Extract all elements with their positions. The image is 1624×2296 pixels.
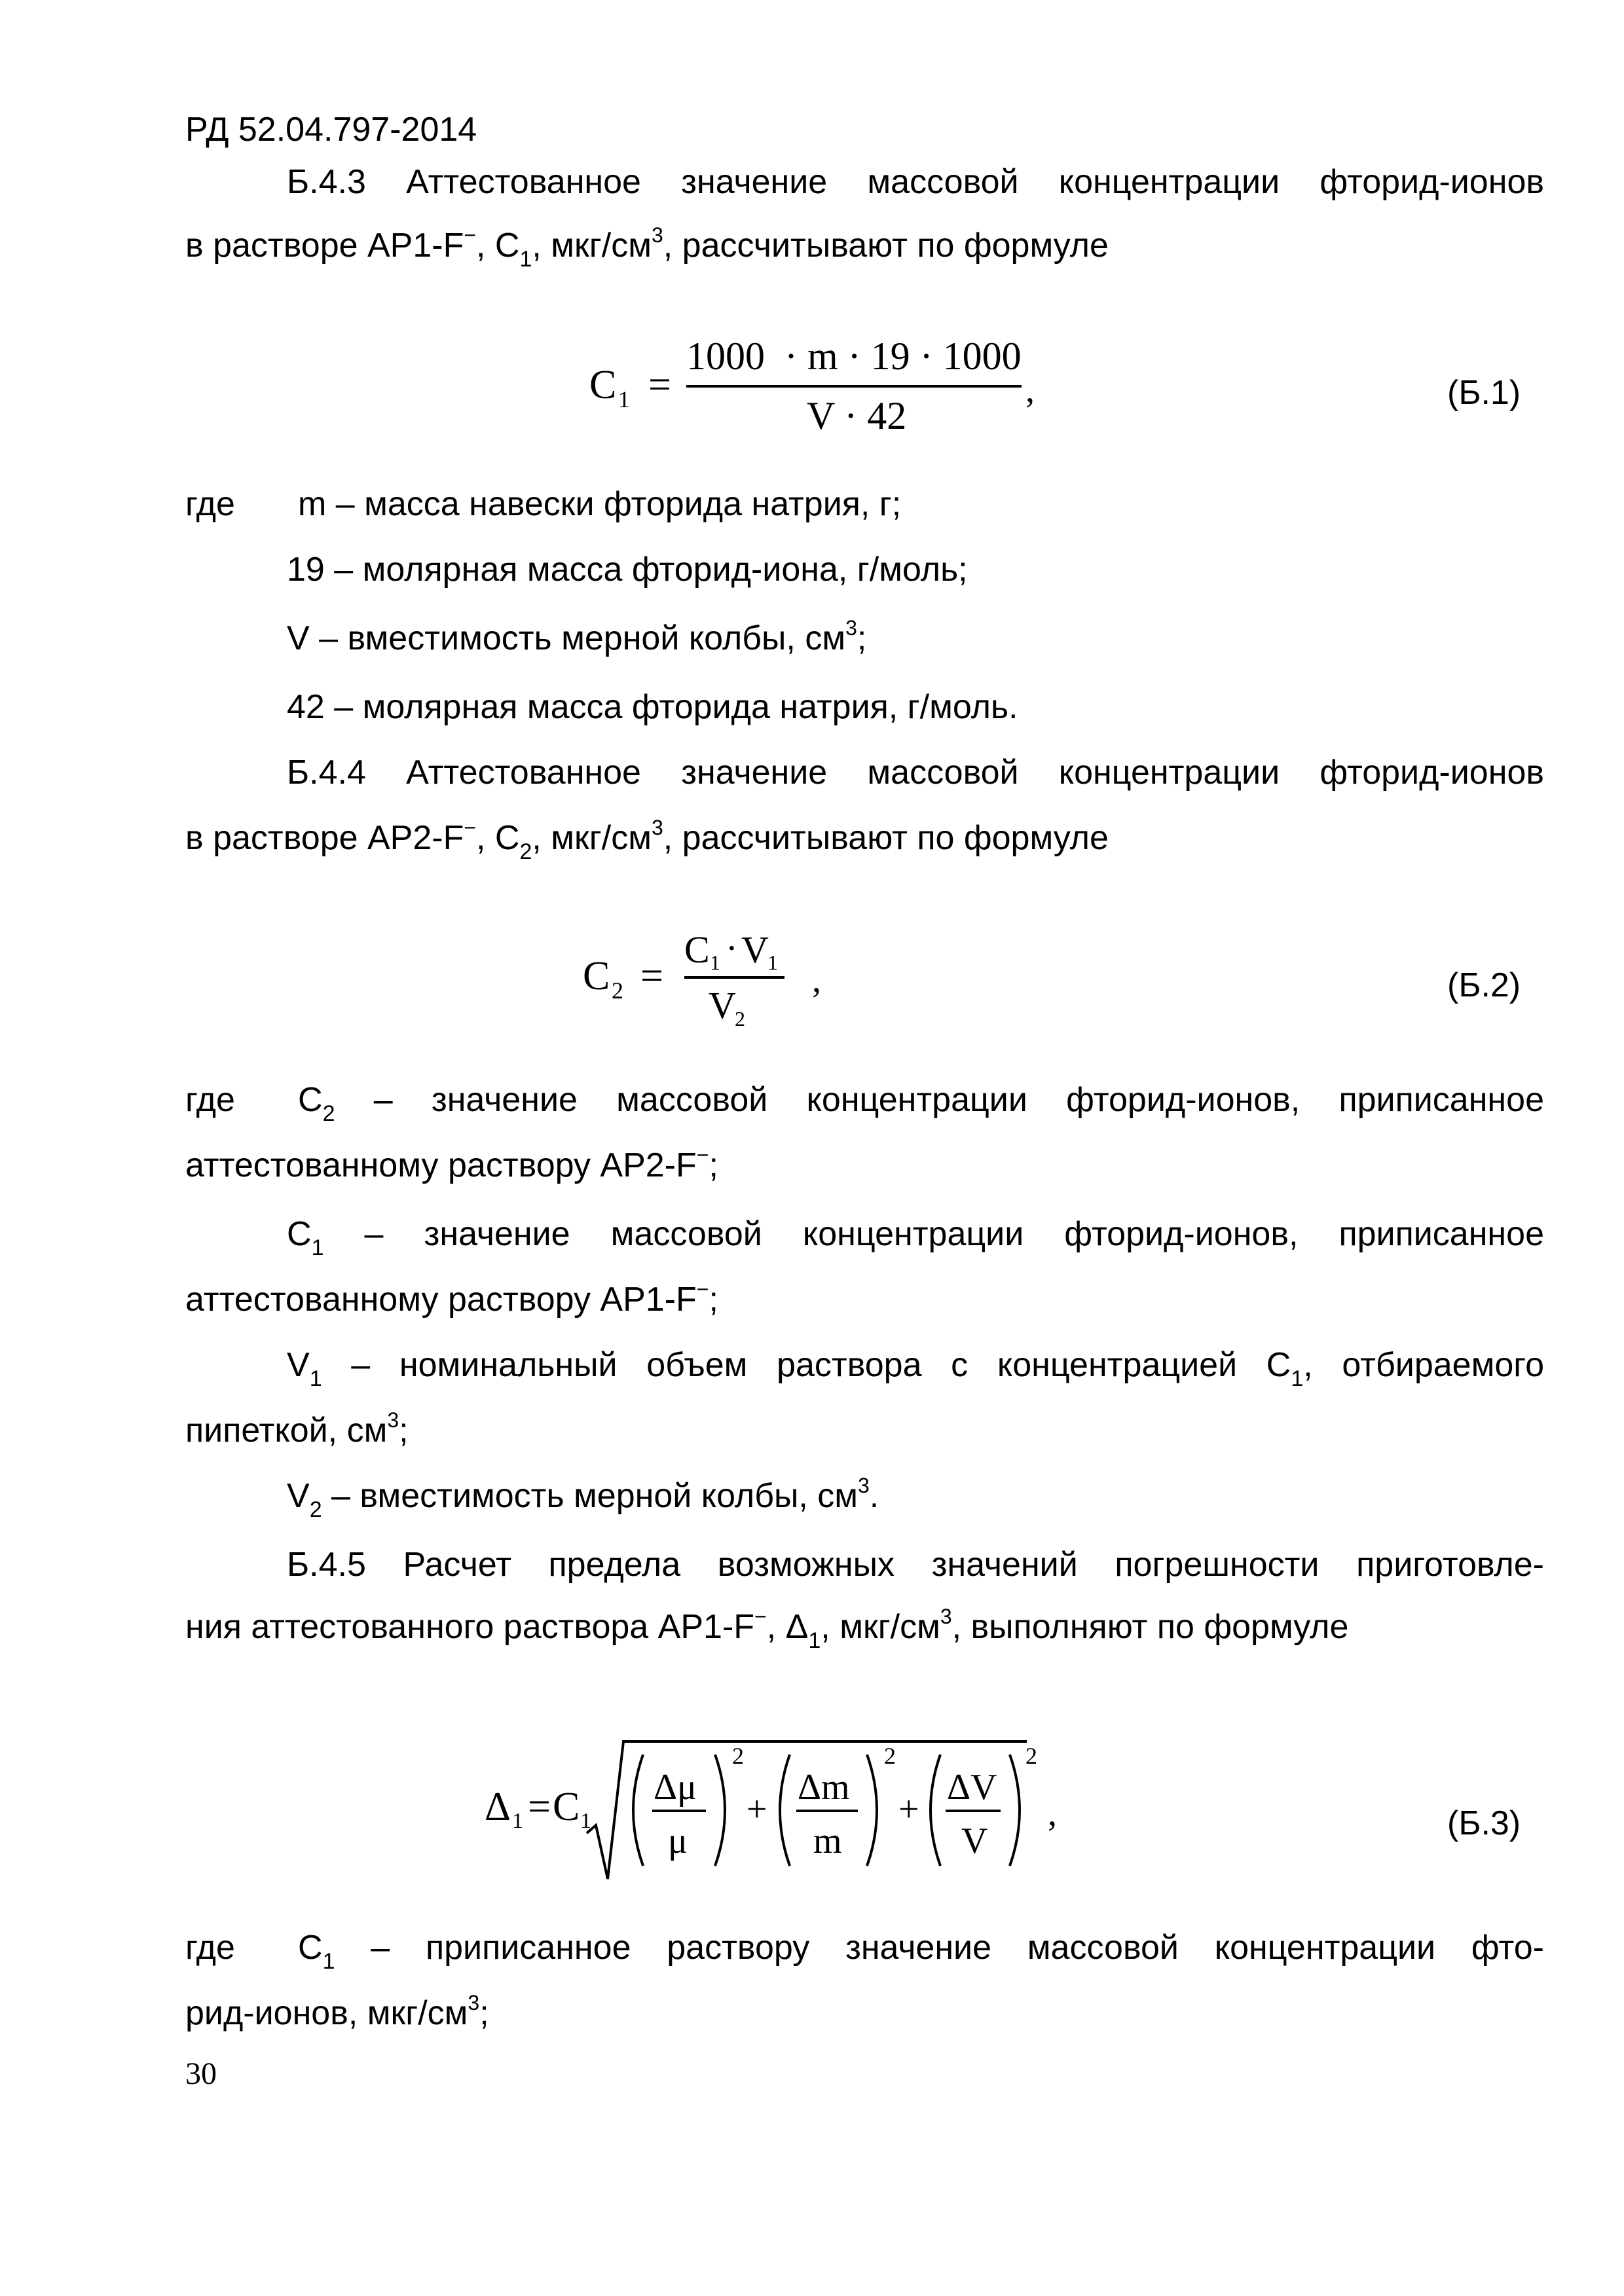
formula-b1-comma: , — [1025, 370, 1035, 410]
formula-b2-num-c: C — [684, 928, 710, 971]
formula-b3-t2-den: m — [813, 1821, 842, 1861]
formula-b3-t2-num: Δm — [798, 1767, 850, 1808]
where1-m: m – масса навески фторида натрия, г; — [298, 485, 902, 523]
where1-42: 42 – молярная масса фторида натрия, г/моль. — [287, 688, 1018, 726]
formula-b1-numerator: 1000 · m · 19 · 1000 — [686, 335, 1022, 378]
formula-b3-c-sub: 1 — [580, 1809, 591, 1833]
formula-b3-t3-power: 2 — [1025, 1743, 1037, 1769]
where1-gde: где — [185, 485, 235, 523]
where2-c1-cont: аттестованному раствору АР1-F−; — [185, 1277, 718, 1319]
formula-b3-lhs-sub: 1 — [512, 1809, 523, 1833]
formula-b2-den-v: V — [709, 984, 736, 1027]
where2-c1: $С_1$ – значение массовой концентрации фторид-ионов, приписанное — [287, 1215, 1544, 1261]
where3-gde: где — [185, 1929, 235, 1967]
where2-c2-cont: аттестованному раствору АР2-F−; — [185, 1142, 718, 1184]
formula-b3-number: (Б.3) — [1447, 1804, 1521, 1842]
formula-b2-number: (Б.2) — [1447, 966, 1521, 1004]
section-b44-line1: Б.4.4 Аттестованное значение массовой концентрации фторид-ионов — [287, 754, 1544, 792]
formula-b3-lhs: Δ — [485, 1785, 511, 1829]
where1-19: 19 – молярная масса фторид-иона, г/моль; — [287, 551, 968, 589]
formula-b2-eq: = — [640, 954, 663, 998]
formula-b3 — [471, 1722, 1100, 1892]
formula-b3-t2-power: 2 — [884, 1743, 896, 1769]
section-b43-line1: Б.4.3 Аттестованное значение массовой концентрации фторид-ионов — [287, 163, 1544, 201]
where2-v1-cont: пипеткой, $см^3$; — [185, 1408, 409, 1449]
where2-v1: $V_1$ – номинальный объем раствора с концентрацией $С_1$, отбираемого — [287, 1346, 1545, 1392]
formula-b2-lhs-sub: 2 — [612, 977, 623, 1004]
formula-b3-c: C — [553, 1785, 580, 1829]
formula-b3-eq: = — [528, 1785, 551, 1829]
formula-b2-den-v-sub: 2 — [735, 1007, 745, 1030]
section-b45-line1: Б.4.5 Расчет предела возможных значений погрешности приготовле- — [287, 1546, 1544, 1584]
formula-b3-t3-den: V — [961, 1821, 988, 1861]
formula-b3-t1-den: μ — [668, 1821, 688, 1861]
formula-b1-eq: = — [648, 363, 671, 407]
where1-v: V – вместимость мерной колбы, $см^3$; — [287, 615, 867, 657]
formula-b1-denominator: V · 42 — [807, 394, 907, 437]
section-b44-line2: в растворе АР2-F−, $С_2$, мкг/$см^3$, рассчитывают по формуле — [185, 815, 1109, 865]
formula-b3-t1-rparen — [715, 1755, 725, 1866]
page-number: 30 — [185, 2056, 217, 2091]
formula-b3-comma: , — [1048, 1793, 1057, 1834]
formula-b3-t2-lparen — [780, 1755, 790, 1866]
section-b43-line2: в растворе АР1-F−, $С_1$, мкг/$см^3$, рассчитывают по формуле — [185, 223, 1109, 272]
formula-b2-num-dot: · — [726, 928, 738, 969]
formula-b3-plus1: + — [747, 1789, 767, 1830]
formula-b3-t1-lparen — [633, 1755, 643, 1866]
formula-b2-num-v-sub: 1 — [767, 951, 778, 974]
formula-b2-comma: , — [812, 960, 821, 1000]
formula-b3-t3-rparen — [1010, 1755, 1020, 1866]
formula-b2-num-v: V — [741, 928, 769, 971]
formula-b1-lhs: C — [589, 363, 617, 407]
formula-b3-t3-lparen — [931, 1755, 940, 1866]
where2-c2: $С_2$ – значение массовой концентрации фторид-ионов, приписанное — [298, 1081, 1544, 1127]
where3-c1: $С_1$ – приписанное раствору значение массовой концентрации фто- — [298, 1929, 1544, 1975]
formula-b3-t2-rparen — [867, 1755, 877, 1866]
formula-b1 — [563, 321, 1061, 452]
formula-b1-number: (Б.1) — [1447, 374, 1521, 412]
formula-b2-lhs: C — [583, 954, 610, 998]
formula-b2 — [563, 913, 864, 1044]
where2-v2: $V_2$ – вместимость мерной колбы, $см^3$. — [287, 1473, 879, 1523]
formula-b3-t3-num: ΔV — [947, 1767, 997, 1808]
formula-b3-t1-power: 2 — [732, 1743, 744, 1769]
formula-b3-plus2: + — [898, 1789, 919, 1830]
formula-b3-t1-num: Δμ — [654, 1767, 697, 1808]
where3-c1-cont: рид-ионов, мкг/$см^3$; — [185, 1990, 489, 2032]
document-code: РД 52.04.797-2014 — [185, 111, 477, 149]
where2-gde: где — [185, 1081, 235, 1119]
formula-b1-lhs-sub: 1 — [618, 386, 630, 412]
section-b45-line2: ния аттестованного раствора АР1-F−, $\Delta_1$, мкг/$см^3$, выполняют по формуле — [185, 1604, 1349, 1654]
formula-b2-num-c-sub: 1 — [710, 951, 720, 974]
